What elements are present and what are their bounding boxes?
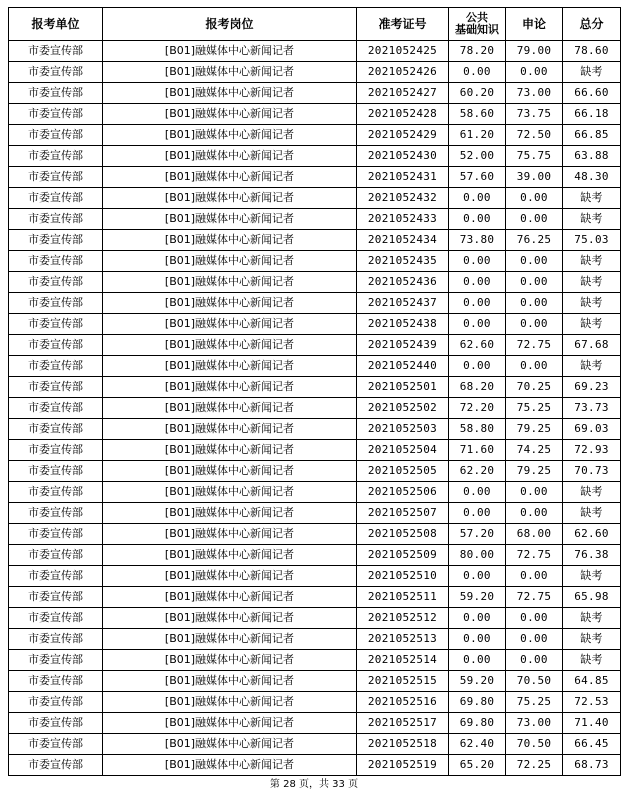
- table-row: [9, 503, 621, 524]
- total-score-cell: 缺考: [563, 356, 621, 377]
- table-row: [9, 461, 621, 482]
- table-row: [9, 230, 621, 251]
- ticket-number-cell: 2021052518: [357, 734, 449, 755]
- header-public-line2: 基础知识: [455, 23, 499, 36]
- essay-score-cell: 0.00: [506, 503, 563, 524]
- post-cell: [B01]融媒体中心新闻记者: [103, 62, 357, 83]
- post-cell: [B01]融媒体中心新闻记者: [103, 629, 357, 650]
- public-score-cell: 58.80: [449, 419, 506, 440]
- ticket-number-cell: 2021052516: [357, 692, 449, 713]
- ticket-number-cell: 2021052506: [357, 482, 449, 503]
- unit-cell: 市委宣传部: [9, 608, 103, 629]
- unit-cell: 市委宣传部: [9, 272, 103, 293]
- post-cell: [B01]融媒体中心新闻记者: [103, 188, 357, 209]
- unit-cell: 市委宣传部: [9, 167, 103, 188]
- ticket-number-cell: 2021052510: [357, 566, 449, 587]
- ticket-number-cell: 2021052437: [357, 293, 449, 314]
- total-score-cell: 缺考: [563, 482, 621, 503]
- ticket-number-cell: 2021052517: [357, 713, 449, 734]
- essay-score-cell: 70.50: [506, 671, 563, 692]
- public-score-cell: 0.00: [449, 356, 506, 377]
- table-row: [9, 587, 621, 608]
- ticket-number-cell: 2021052511: [357, 587, 449, 608]
- header-public: [449, 8, 506, 41]
- ticket-number-cell: 2021052502: [357, 398, 449, 419]
- post-cell: [B01]融媒体中心新闻记者: [103, 398, 357, 419]
- public-score-cell: 59.20: [449, 587, 506, 608]
- table-row: [9, 419, 621, 440]
- public-score-cell: 58.60: [449, 104, 506, 125]
- unit-cell: 市委宣传部: [9, 230, 103, 251]
- public-score-cell: 69.80: [449, 692, 506, 713]
- ticket-number-cell: 2021052433: [357, 209, 449, 230]
- essay-score-cell: 75.25: [506, 398, 563, 419]
- unit-cell: 市委宣传部: [9, 482, 103, 503]
- table-row: [9, 671, 621, 692]
- total-score-cell: 68.73: [563, 755, 621, 776]
- total-score-cell: 66.85: [563, 125, 621, 146]
- total-score-cell: 72.53: [563, 692, 621, 713]
- unit-cell: 市委宣传部: [9, 314, 103, 335]
- essay-score-cell: 0.00: [506, 482, 563, 503]
- essay-score-cell: 0.00: [506, 356, 563, 377]
- public-score-cell: 62.60: [449, 335, 506, 356]
- ticket-number-cell: 2021052508: [357, 524, 449, 545]
- essay-score-cell: 73.75: [506, 104, 563, 125]
- essay-score-cell: 39.00: [506, 167, 563, 188]
- ticket-number-cell: 2021052505: [357, 461, 449, 482]
- essay-score-cell: 0.00: [506, 608, 563, 629]
- total-score-cell: 缺考: [563, 650, 621, 671]
- ticket-number-cell: 2021052427: [357, 83, 449, 104]
- ticket-number-cell: 2021052440: [357, 356, 449, 377]
- public-score-cell: 80.00: [449, 545, 506, 566]
- essay-score-cell: 79.25: [506, 461, 563, 482]
- unit-cell: 市委宣传部: [9, 692, 103, 713]
- total-score-cell: 缺考: [563, 314, 621, 335]
- unit-cell: 市委宣传部: [9, 650, 103, 671]
- post-cell: [B01]融媒体中心新闻记者: [103, 293, 357, 314]
- ticket-number-cell: 2021052426: [357, 62, 449, 83]
- essay-score-cell: 76.25: [506, 230, 563, 251]
- post-cell: [B01]融媒体中心新闻记者: [103, 482, 357, 503]
- total-score-cell: 69.03: [563, 419, 621, 440]
- public-score-cell: 59.20: [449, 671, 506, 692]
- unit-cell: 市委宣传部: [9, 377, 103, 398]
- ticket-number-cell: 2021052431: [357, 167, 449, 188]
- unit-cell: 市委宣传部: [9, 104, 103, 125]
- post-cell: [B01]融媒体中心新闻记者: [103, 734, 357, 755]
- total-score-cell: 缺考: [563, 188, 621, 209]
- ticket-number-cell: 2021052429: [357, 125, 449, 146]
- essay-score-cell: 0.00: [506, 293, 563, 314]
- table-row: [9, 398, 621, 419]
- essay-score-cell: 0.00: [506, 251, 563, 272]
- public-score-cell: 71.60: [449, 440, 506, 461]
- unit-cell: 市委宣传部: [9, 83, 103, 104]
- total-score-cell: 65.98: [563, 587, 621, 608]
- ticket-number-cell: 2021052438: [357, 314, 449, 335]
- essay-score-cell: 72.50: [506, 125, 563, 146]
- score-table: [8, 7, 621, 776]
- unit-cell: 市委宣传部: [9, 503, 103, 524]
- header-ticket: 准考证号: [357, 8, 449, 41]
- total-score-cell: 缺考: [563, 272, 621, 293]
- table-row: [9, 251, 621, 272]
- total-score-cell: 缺考: [563, 251, 621, 272]
- table-row: [9, 650, 621, 671]
- public-score-cell: 78.20: [449, 41, 506, 62]
- ticket-number-cell: 2021052425: [357, 41, 449, 62]
- essay-score-cell: 68.00: [506, 524, 563, 545]
- public-score-cell: 69.80: [449, 713, 506, 734]
- unit-cell: 市委宣传部: [9, 209, 103, 230]
- public-score-cell: 0.00: [449, 188, 506, 209]
- total-score-cell: 缺考: [563, 293, 621, 314]
- ticket-number-cell: 2021052512: [357, 608, 449, 629]
- essay-score-cell: 72.75: [506, 335, 563, 356]
- table-body: [9, 41, 621, 776]
- essay-score-cell: 0.00: [506, 314, 563, 335]
- post-cell: [B01]融媒体中心新闻记者: [103, 587, 357, 608]
- public-score-cell: 68.20: [449, 377, 506, 398]
- post-cell: [B01]融媒体中心新闻记者: [103, 377, 357, 398]
- table-row: [9, 125, 621, 146]
- public-score-cell: 62.40: [449, 734, 506, 755]
- essay-score-cell: 0.00: [506, 188, 563, 209]
- post-cell: [B01]融媒体中心新闻记者: [103, 104, 357, 125]
- table-row: [9, 608, 621, 629]
- post-cell: [B01]融媒体中心新闻记者: [103, 713, 357, 734]
- public-score-cell: 57.60: [449, 167, 506, 188]
- table-row: [9, 62, 621, 83]
- total-score-cell: 72.93: [563, 440, 621, 461]
- total-score-cell: 78.60: [563, 41, 621, 62]
- unit-cell: 市委宣传部: [9, 713, 103, 734]
- table-row: [9, 146, 621, 167]
- post-cell: [B01]融媒体中心新闻记者: [103, 650, 357, 671]
- essay-score-cell: 72.75: [506, 545, 563, 566]
- essay-score-cell: 75.25: [506, 692, 563, 713]
- unit-cell: 市委宣传部: [9, 335, 103, 356]
- essay-score-cell: 73.00: [506, 83, 563, 104]
- total-score-cell: 73.73: [563, 398, 621, 419]
- essay-score-cell: 74.25: [506, 440, 563, 461]
- post-cell: [B01]融媒体中心新闻记者: [103, 608, 357, 629]
- public-score-cell: 0.00: [449, 209, 506, 230]
- essay-score-cell: 72.25: [506, 755, 563, 776]
- table-row: [9, 377, 621, 398]
- unit-cell: 市委宣传部: [9, 125, 103, 146]
- post-cell: [B01]融媒体中心新闻记者: [103, 692, 357, 713]
- post-cell: [B01]融媒体中心新闻记者: [103, 335, 357, 356]
- essay-score-cell: 79.00: [506, 41, 563, 62]
- table-row: [9, 356, 621, 377]
- table-row: [9, 104, 621, 125]
- ticket-number-cell: 2021052519: [357, 755, 449, 776]
- header-public-line1: 公共: [466, 11, 488, 24]
- table-row: [9, 692, 621, 713]
- total-score-cell: 48.30: [563, 167, 621, 188]
- public-score-cell: 0.00: [449, 62, 506, 83]
- ticket-number-cell: 2021052513: [357, 629, 449, 650]
- public-score-cell: 73.80: [449, 230, 506, 251]
- total-score-cell: 缺考: [563, 503, 621, 524]
- unit-cell: 市委宣传部: [9, 629, 103, 650]
- header-total: 总分: [563, 8, 621, 41]
- post-cell: [B01]融媒体中心新闻记者: [103, 524, 357, 545]
- unit-cell: 市委宣传部: [9, 419, 103, 440]
- header-essay: 申论: [506, 8, 563, 41]
- public-score-cell: 0.00: [449, 272, 506, 293]
- total-score-cell: 缺考: [563, 608, 621, 629]
- post-cell: [B01]融媒体中心新闻记者: [103, 251, 357, 272]
- unit-cell: 市委宣传部: [9, 62, 103, 83]
- ticket-number-cell: 2021052501: [357, 377, 449, 398]
- table-row: [9, 314, 621, 335]
- table-row: [9, 335, 621, 356]
- header-row: [9, 8, 621, 41]
- post-cell: [B01]融媒体中心新闻记者: [103, 356, 357, 377]
- post-cell: [B01]融媒体中心新闻记者: [103, 167, 357, 188]
- unit-cell: 市委宣传部: [9, 440, 103, 461]
- unit-cell: 市委宣传部: [9, 398, 103, 419]
- ticket-number-cell: 2021052515: [357, 671, 449, 692]
- public-score-cell: 0.00: [449, 251, 506, 272]
- post-cell: [B01]融媒体中心新闻记者: [103, 545, 357, 566]
- ticket-number-cell: 2021052432: [357, 188, 449, 209]
- public-score-cell: 0.00: [449, 293, 506, 314]
- total-score-cell: 63.88: [563, 146, 621, 167]
- essay-score-cell: 73.00: [506, 713, 563, 734]
- unit-cell: 市委宣传部: [9, 566, 103, 587]
- public-score-cell: 0.00: [449, 608, 506, 629]
- unit-cell: 市委宣传部: [9, 251, 103, 272]
- essay-score-cell: 70.50: [506, 734, 563, 755]
- total-score-cell: 缺考: [563, 629, 621, 650]
- public-score-cell: 0.00: [449, 503, 506, 524]
- table-row: [9, 188, 621, 209]
- table-header: [9, 8, 621, 41]
- essay-score-cell: 0.00: [506, 629, 563, 650]
- post-cell: [B01]融媒体中心新闻记者: [103, 83, 357, 104]
- total-score-cell: 66.18: [563, 104, 621, 125]
- public-score-cell: 62.20: [449, 461, 506, 482]
- table-row: [9, 167, 621, 188]
- essay-score-cell: 72.75: [506, 587, 563, 608]
- post-cell: [B01]融媒体中心新闻记者: [103, 566, 357, 587]
- post-cell: [B01]融媒体中心新闻记者: [103, 230, 357, 251]
- table-row: [9, 272, 621, 293]
- unit-cell: 市委宣传部: [9, 545, 103, 566]
- table-row: [9, 440, 621, 461]
- page-footer: 第 28 页，共 33 页: [269, 779, 359, 790]
- unit-cell: 市委宣传部: [9, 524, 103, 545]
- header-post: 报考岗位: [103, 8, 357, 41]
- post-cell: [B01]融媒体中心新闻记者: [103, 314, 357, 335]
- post-cell: [B01]融媒体中心新闻记者: [103, 461, 357, 482]
- total-score-cell: 76.38: [563, 545, 621, 566]
- essay-score-cell: 75.75: [506, 146, 563, 167]
- essay-score-cell: 79.25: [506, 419, 563, 440]
- table-row: [9, 629, 621, 650]
- ticket-number-cell: 2021052436: [357, 272, 449, 293]
- table-row: [9, 41, 621, 62]
- essay-score-cell: 0.00: [506, 650, 563, 671]
- post-cell: [B01]融媒体中心新闻记者: [103, 671, 357, 692]
- post-cell: [B01]融媒体中心新闻记者: [103, 440, 357, 461]
- table-row: [9, 209, 621, 230]
- unit-cell: 市委宣传部: [9, 734, 103, 755]
- public-score-cell: 65.20: [449, 755, 506, 776]
- post-cell: [B01]融媒体中心新闻记者: [103, 209, 357, 230]
- total-score-cell: 62.60: [563, 524, 621, 545]
- table-row: [9, 293, 621, 314]
- total-score-cell: 缺考: [563, 566, 621, 587]
- unit-cell: 市委宣传部: [9, 671, 103, 692]
- ticket-number-cell: 2021052514: [357, 650, 449, 671]
- total-score-cell: 66.60: [563, 83, 621, 104]
- total-score-cell: 缺考: [563, 62, 621, 83]
- post-cell: [B01]融媒体中心新闻记者: [103, 272, 357, 293]
- public-score-cell: 0.00: [449, 650, 506, 671]
- public-score-cell: 0.00: [449, 629, 506, 650]
- public-score-cell: 0.00: [449, 482, 506, 503]
- table-row: [9, 734, 621, 755]
- ticket-number-cell: 2021052509: [357, 545, 449, 566]
- table-row: [9, 713, 621, 734]
- public-score-cell: 0.00: [449, 314, 506, 335]
- post-cell: [B01]融媒体中心新闻记者: [103, 41, 357, 62]
- public-score-cell: 52.00: [449, 146, 506, 167]
- unit-cell: 市委宣传部: [9, 461, 103, 482]
- essay-score-cell: 0.00: [506, 62, 563, 83]
- post-cell: [B01]融媒体中心新闻记者: [103, 125, 357, 146]
- table-row: [9, 545, 621, 566]
- public-score-cell: 57.20: [449, 524, 506, 545]
- total-score-cell: 66.45: [563, 734, 621, 755]
- table-row: [9, 524, 621, 545]
- essay-score-cell: 0.00: [506, 209, 563, 230]
- total-score-cell: 69.23: [563, 377, 621, 398]
- ticket-number-cell: 2021052430: [357, 146, 449, 167]
- public-score-cell: 60.20: [449, 83, 506, 104]
- ticket-number-cell: 2021052507: [357, 503, 449, 524]
- ticket-number-cell: 2021052435: [357, 251, 449, 272]
- total-score-cell: 67.68: [563, 335, 621, 356]
- table-row: [9, 755, 621, 776]
- essay-score-cell: 0.00: [506, 272, 563, 293]
- unit-cell: 市委宣传部: [9, 188, 103, 209]
- public-score-cell: 61.20: [449, 125, 506, 146]
- unit-cell: 市委宣传部: [9, 41, 103, 62]
- total-score-cell: 缺考: [563, 209, 621, 230]
- ticket-number-cell: 2021052439: [357, 335, 449, 356]
- table-row: [9, 482, 621, 503]
- post-cell: [B01]融媒体中心新闻记者: [103, 419, 357, 440]
- total-score-cell: 75.03: [563, 230, 621, 251]
- header-unit: 报考单位: [9, 8, 103, 41]
- unit-cell: 市委宣传部: [9, 755, 103, 776]
- post-cell: [B01]融媒体中心新闻记者: [103, 146, 357, 167]
- total-score-cell: 70.73: [563, 461, 621, 482]
- public-score-cell: 72.20: [449, 398, 506, 419]
- unit-cell: 市委宣传部: [9, 356, 103, 377]
- ticket-number-cell: 2021052503: [357, 419, 449, 440]
- unit-cell: 市委宣传部: [9, 587, 103, 608]
- ticket-number-cell: 2021052428: [357, 104, 449, 125]
- ticket-number-cell: 2021052434: [357, 230, 449, 251]
- table-row: [9, 83, 621, 104]
- essay-score-cell: 0.00: [506, 566, 563, 587]
- post-cell: [B01]融媒体中心新闻记者: [103, 755, 357, 776]
- post-cell: [B01]融媒体中心新闻记者: [103, 503, 357, 524]
- public-score-cell: 0.00: [449, 566, 506, 587]
- unit-cell: 市委宣传部: [9, 293, 103, 314]
- unit-cell: 市委宣传部: [9, 146, 103, 167]
- ticket-number-cell: 2021052504: [357, 440, 449, 461]
- total-score-cell: 71.40: [563, 713, 621, 734]
- table-row: [9, 566, 621, 587]
- total-score-cell: 64.85: [563, 671, 621, 692]
- essay-score-cell: 70.25: [506, 377, 563, 398]
